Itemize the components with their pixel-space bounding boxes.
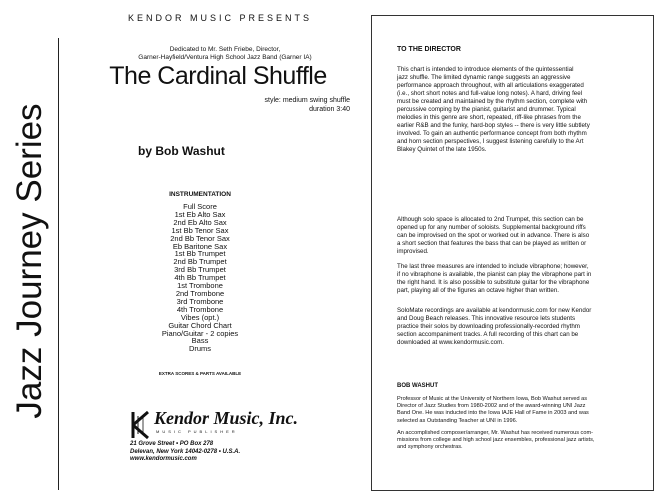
text-line: improvised. bbox=[397, 248, 429, 255]
instrument-item: 4th Bb Trumpet bbox=[174, 273, 226, 283]
instrument-item: 1st Bb Trumpet bbox=[174, 249, 226, 259]
text-line: SoloMate recordings are available at kendormusic.com for new Kendor bbox=[397, 307, 592, 314]
director-heading: TO THE DIRECTOR bbox=[397, 46, 461, 53]
logo-name: Kendor Music, Inc. bbox=[154, 408, 299, 428]
instrument-item: 1st Eb Alto Sax bbox=[174, 209, 226, 219]
text-line: Blakey Quintet of the late 1950s. bbox=[397, 146, 487, 153]
text-line: and symphony orchestras. bbox=[397, 444, 463, 451]
text-line: Band One. He was inducted into the Iowa IAJE Hall of Fame in 2003 and was bbox=[397, 410, 589, 417]
instrument-item: 2nd Trombone bbox=[175, 288, 225, 298]
instrument-item: Vibes (opt.) bbox=[180, 312, 220, 322]
text-line: The last three measures are intended to include vibraphone; however, bbox=[397, 263, 589, 270]
publisher-address bbox=[130, 441, 240, 464]
text-line: involved. To gain an authentic performance concept from both rhythm bbox=[397, 130, 587, 137]
text-line: and horn section perspectives, I suggest listening carefully to the Art bbox=[397, 138, 584, 145]
instrument-item: 2nd Bb Tenor Sax bbox=[170, 233, 230, 243]
dedication-line: Garner-Hayfield/Ventura High School Jazz Band (Garner IA) bbox=[138, 54, 312, 61]
director-paragraph-3 bbox=[397, 263, 632, 295]
composer-byline: by Bob Washut bbox=[138, 144, 225, 158]
style-info bbox=[120, 96, 350, 114]
logo-subtitle: MUSIC PUBLISHER bbox=[156, 429, 238, 434]
text-line: section accompaniment tracks. A full recording of this chart can be bbox=[397, 331, 579, 338]
instrument-item: 1st Trombone bbox=[177, 281, 223, 291]
series-sidebar bbox=[0, 0, 58, 500]
style-label: style: medium swing shuffle bbox=[264, 97, 350, 104]
instrument-item: Drums bbox=[188, 344, 212, 354]
text-line: Director of Jazz Studies from 1980-2002 and of the award-winning UNI Jazz bbox=[397, 403, 586, 410]
text-line: practice their solos by downloading professionally-recorded rhythm bbox=[397, 323, 580, 330]
instrument-item: 1st Bb Tenor Sax bbox=[171, 225, 229, 235]
text-line: performance approach throughout, with all articulations exaggerated bbox=[397, 82, 584, 89]
text-line: the right hand. It is also possible to substitute guitar for the vibraphone bbox=[397, 279, 590, 286]
text-line: downloaded at www.kendormusic.com. bbox=[397, 339, 504, 346]
text-line: opened up for any number of soloists. Supplemental background riffs bbox=[397, 224, 586, 231]
bio-paragraph-1 bbox=[397, 396, 632, 425]
instrument-item: Guitar Chord Chart bbox=[168, 320, 232, 330]
director-paragraph-1 bbox=[397, 66, 632, 154]
text-line: part, playing all of the figures an octave higher than written. bbox=[397, 287, 560, 294]
instrumentation-list bbox=[120, 203, 280, 353]
bio-paragraph-2 bbox=[397, 430, 632, 452]
text-line: missions from college and high school jazz ensembles, professional jazz artists, bbox=[397, 437, 595, 444]
series-title: Jazz Journey Series bbox=[10, 103, 49, 419]
text-line: selected as Outstanding Teacher at UNI in 1996. bbox=[397, 417, 518, 424]
text-line: percussive comping by the pianist, guitarist and drummer. Typical bbox=[397, 106, 576, 113]
instrument-item: Full Score bbox=[183, 202, 217, 211]
kendor-logo-icon bbox=[130, 410, 152, 440]
text-line: This chart is intended to introduce elements of the quintessential bbox=[397, 66, 574, 73]
text-line: An accomplished composer/arranger, Mr. Washut has received numerous com- bbox=[397, 430, 593, 436]
dedication bbox=[110, 46, 340, 62]
page-title: The Cardinal Shuffle bbox=[109, 62, 327, 90]
extra-scores-note: EXTRA SCORES & PARTS AVAILABLE bbox=[158, 371, 242, 376]
instrument-item: Piano/Guitar - 2 copies bbox=[161, 328, 239, 338]
director-notes-panel bbox=[371, 15, 654, 491]
instrument-item: 4th Trombone bbox=[176, 304, 224, 314]
address-line: Delevan, New York 14042-0278 • U.S.A. bbox=[130, 448, 241, 455]
text-line: (i.e., short short notes and full-value long notes). A hard, driving feel bbox=[397, 90, 583, 97]
instrument-item: 3rd Bb Trumpet bbox=[174, 265, 226, 275]
duration-label: duration 3:40 bbox=[309, 106, 350, 113]
website-link[interactable]: www.kendormusic.com bbox=[130, 456, 197, 462]
instrument-item: Bass bbox=[191, 336, 209, 346]
sidebar-divider bbox=[58, 38, 59, 490]
text-line: can be improvised on the spot or worked out in advance. There is also bbox=[397, 232, 590, 239]
text-line: melodies in this genre are short, repeated, riff-like phrases from the bbox=[397, 114, 581, 121]
instrument-item: 3rd Trombone bbox=[176, 296, 224, 306]
director-paragraph-2 bbox=[397, 216, 632, 256]
director-paragraph-4 bbox=[397, 307, 632, 347]
instrument-item: 2nd Bb Trumpet bbox=[173, 257, 227, 267]
text-line: Professor of Music at the University of Northern Iowa, Bob Washut served as bbox=[397, 396, 588, 402]
publisher-header: KENDOR MUSIC PRESENTS bbox=[127, 13, 313, 23]
text-line: and Doug Beach releases. This innovative resource lets students bbox=[397, 315, 576, 322]
instrument-item: 2nd Eb Alto Sax bbox=[173, 217, 227, 227]
instrument-item: Eb Baritone Sax bbox=[172, 241, 228, 251]
text-line: a short section that features the bass that can be played as written or bbox=[397, 240, 587, 247]
text-line: must be created and maintained by the rhythm section, complete with bbox=[397, 98, 588, 105]
text-line: earlier R&B and the funky, hard-bop styles -- there is very little subtlety bbox=[397, 122, 590, 129]
dedication-line: Dedicated to Mr. Seth Friebe, Director, bbox=[169, 46, 281, 53]
text-line: if no vibraphone is available, the pianist can play the vibraphone part in bbox=[397, 271, 592, 278]
bio-heading: BOB WASHUT bbox=[397, 383, 438, 389]
address-line: 21 Grove Street • PO Box 278 bbox=[130, 441, 214, 447]
text-line: Although solo space is allocated to 2nd Trumpet, this section can be bbox=[397, 216, 584, 223]
text-line: jazz shuffle. The limited dynamic range suggests an aggressive bbox=[397, 74, 571, 81]
instrumentation-heading: INSTRUMENTATION bbox=[169, 191, 231, 198]
